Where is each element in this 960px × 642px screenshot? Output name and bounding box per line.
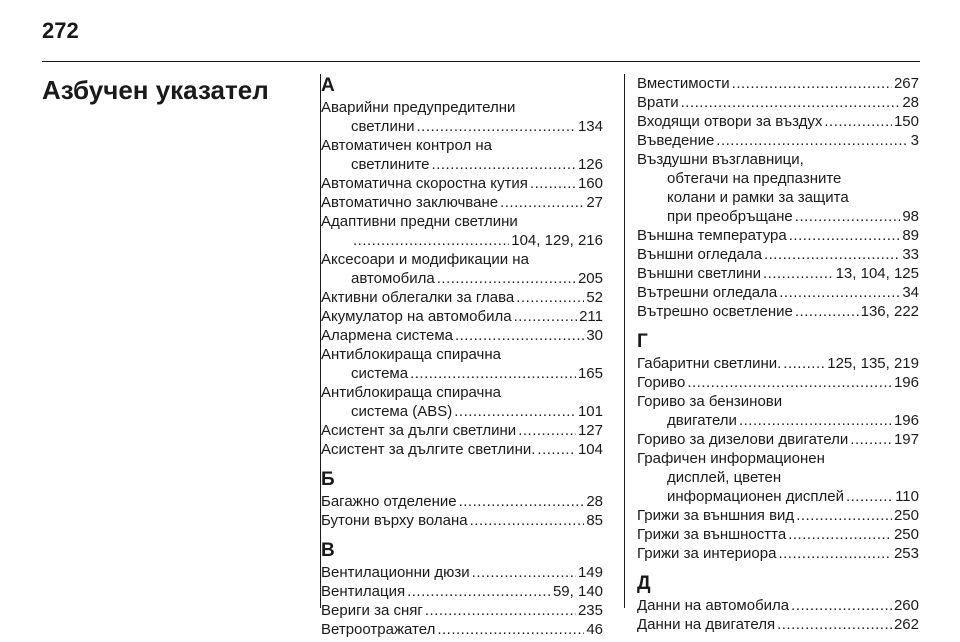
index-letter-heading: В <box>321 540 335 561</box>
leader-dots <box>437 620 584 639</box>
leader-dots <box>763 264 834 283</box>
index-entry-text: Гориво за дизелови двигатели <box>637 431 849 448</box>
index-entry-text: Вместимости <box>637 75 730 92</box>
index-entry <box>321 582 603 601</box>
index-page-ref: 46 <box>586 621 603 638</box>
index-page-ref: 196 <box>893 374 919 391</box>
index-page-ref: 235 <box>577 602 603 619</box>
index-entry-text: Бутони върху волана <box>321 512 468 529</box>
index-entry <box>637 93 919 112</box>
index-page-ref: 30 <box>586 327 603 344</box>
index-letter-heading: Г <box>637 331 648 352</box>
index-entry-text: светлините <box>351 156 430 173</box>
index-page-ref: 205 <box>577 270 603 287</box>
leader-dots <box>459 492 585 511</box>
index-entry-text: Антиблокираща спирачна <box>321 384 501 401</box>
index-entry-text: Адаптивни предни светлини <box>321 213 518 230</box>
index-entry <box>321 98 603 136</box>
leader-dots <box>530 174 576 193</box>
index-letter-heading: Д <box>637 573 651 594</box>
index-entry <box>321 563 603 582</box>
index-entry <box>637 245 919 264</box>
index-column-2 <box>637 74 919 634</box>
index-entry <box>637 131 919 150</box>
leader-dots <box>681 93 901 112</box>
index-page-ref: 127 <box>577 422 603 439</box>
index-page-ref: 27 <box>586 194 603 211</box>
leader-dots <box>537 440 576 459</box>
index-entry-text: Антиблокираща спирачна <box>321 346 501 363</box>
index-entry-text: Грижи за интериора <box>637 545 777 562</box>
leader-dots <box>687 373 892 392</box>
index-entry-text: Въведение <box>637 132 715 149</box>
index-page-ref: 3 <box>910 132 919 149</box>
index-page-ref: 260 <box>893 597 919 614</box>
index-entry-text: Грижи за външността <box>637 526 787 543</box>
leader-dots <box>410 364 576 383</box>
index-entry-text: Въздушни възглавници, <box>637 151 804 168</box>
leader-dots <box>470 511 585 530</box>
index-entry-text: система <box>351 365 409 382</box>
index-entry <box>637 392 919 430</box>
index-entry <box>637 112 919 131</box>
index-page-ref: 59, 140 <box>552 583 603 600</box>
index-entry <box>637 74 919 93</box>
index-entry <box>637 525 919 544</box>
leader-dots <box>353 231 509 250</box>
leader-dots <box>788 525 892 544</box>
index-entry-text: Входящи отвори за въздух <box>637 113 823 130</box>
leader-dots <box>779 283 900 302</box>
index-page-ref: 110 <box>895 488 919 505</box>
index-page-ref: 197 <box>893 431 919 448</box>
leader-dots <box>407 582 551 601</box>
index-entry <box>637 596 919 615</box>
leader-dots <box>437 269 576 288</box>
index-page-ref: 52 <box>586 289 603 306</box>
index-page-ref: 89 <box>902 227 919 244</box>
leader-dots <box>732 74 892 93</box>
index-page-ref: 262 <box>893 616 919 633</box>
leader-dots <box>789 226 901 245</box>
index-page-ref: 104 <box>577 441 603 458</box>
index-entry <box>321 288 603 307</box>
index-entry <box>321 383 603 421</box>
index-entry-text: Активни облегалки за глава <box>321 289 515 306</box>
index-entry <box>637 615 919 634</box>
index-page-ref: 149 <box>577 564 603 581</box>
leader-dots <box>764 245 900 264</box>
index-entry <box>321 620 603 639</box>
index-entry-text: Алармена система <box>321 327 453 344</box>
index-entry <box>321 440 603 459</box>
index-entry <box>321 601 603 620</box>
index-entry <box>321 511 603 530</box>
index-entry-text: Вериги за сняг <box>321 602 423 619</box>
index-entry <box>637 544 919 563</box>
index-page-ref: 150 <box>893 113 919 130</box>
index-entry-text: система (ABS) <box>351 403 453 420</box>
leader-dots <box>516 288 584 307</box>
leader-dots <box>518 421 576 440</box>
index-entry-text: Вътрешно осветление <box>637 303 793 320</box>
leader-dots <box>777 615 892 634</box>
top-rule <box>42 61 920 62</box>
index-entry-text: Ветроотражател <box>321 621 436 638</box>
index-page-ref: 34 <box>902 284 919 301</box>
index-page-ref: 250 <box>893 507 919 524</box>
index-entry-text: Графичен информационен <box>637 450 825 467</box>
index-entry <box>637 506 919 525</box>
index-entry <box>637 150 919 226</box>
index-entry-text: Външни огледала <box>637 246 762 263</box>
index-page-ref: 125, 135, 219 <box>827 355 919 372</box>
index-entry <box>321 174 603 193</box>
index-entry-text: Автоматичен контрол на <box>321 137 492 154</box>
index-page-ref: 85 <box>586 512 603 529</box>
index-entry-text: Аварийни предупредителни <box>321 99 516 116</box>
index-entry-text: Акумулатор на автомобила <box>321 308 512 325</box>
leader-dots <box>795 207 901 226</box>
index-page-ref: 33 <box>902 246 919 263</box>
index-entry <box>321 136 603 174</box>
index-entry <box>321 492 603 511</box>
index-entry <box>321 421 603 440</box>
index-column-1 <box>321 74 603 639</box>
leader-dots <box>791 596 892 615</box>
index-entry <box>637 264 919 283</box>
index-page-ref: 211 <box>579 308 603 325</box>
index-entry <box>321 250 603 288</box>
leader-dots <box>416 117 575 136</box>
index-entry <box>637 449 919 506</box>
index-entry-text: светлини <box>351 118 415 135</box>
index-entry <box>321 307 603 326</box>
index-letter-heading: А <box>321 75 335 96</box>
index-page-ref: 98 <box>902 208 919 225</box>
index-page-ref: 28 <box>586 493 603 510</box>
index-entry-text: двигатели <box>667 412 737 429</box>
index-entry-text: Данни на автомобила <box>637 597 790 614</box>
leader-dots <box>472 563 576 582</box>
index-entry <box>321 212 603 250</box>
index-entry-text: информационен дисплей <box>667 488 844 505</box>
index-page-ref: 250 <box>893 526 919 543</box>
index-entry <box>637 283 919 302</box>
index-entry <box>321 326 603 345</box>
index-entry-text: Асистент за дългите светлини. <box>321 441 536 458</box>
index-letter-heading: Б <box>321 469 335 490</box>
index-page-ref: 28 <box>902 94 919 111</box>
index-entry-text: Аксесоари и модификации на <box>321 251 529 268</box>
column-divider <box>624 74 625 608</box>
index-page-ref: 165 <box>577 365 603 382</box>
index-page-ref: 104, 129, 216 <box>511 232 603 249</box>
leader-dots <box>500 193 584 212</box>
index-page-ref: 253 <box>893 545 919 562</box>
index-entry-text: Багажно отделение <box>321 493 457 510</box>
leader-dots <box>850 430 892 449</box>
index-entry-text: Асистент за дълги светлини <box>321 422 517 439</box>
index-entry-text: автомобила <box>351 270 435 287</box>
index-entry-text: Грижи за външния вид <box>637 507 795 524</box>
index-entry-text: Вътрешни огледала <box>637 284 778 301</box>
leader-dots <box>824 112 892 131</box>
index-entry-text: Външни светлини <box>637 265 762 282</box>
index-entry-text: обтегачи на предпазните <box>667 170 842 187</box>
index-entry <box>637 373 919 392</box>
index-entry-text: Гориво за бензинови <box>637 393 783 410</box>
index-entry-text: Външна температура <box>637 227 787 244</box>
index-entry-text: при преобръщане <box>667 208 793 225</box>
index-entry-text: колани и рамки за защита <box>667 189 849 206</box>
leader-dots <box>514 307 578 326</box>
index-page-ref: 196 <box>893 412 919 429</box>
index-entry <box>637 430 919 449</box>
leader-dots <box>425 601 576 620</box>
index-entry-text: Врати <box>637 94 679 111</box>
leader-dots <box>454 402 576 421</box>
index-page-ref: 134 <box>577 118 603 135</box>
leader-dots <box>846 487 893 506</box>
index-entry-text: Автоматично заключване <box>321 194 499 211</box>
index-entry-text: Автоматична скоростна кутия <box>321 175 528 192</box>
page-number: 272 <box>42 18 79 43</box>
leader-dots <box>778 544 892 563</box>
index-entry-text: Гориво <box>637 374 686 391</box>
index-entry <box>637 226 919 245</box>
leader-dots <box>455 326 584 345</box>
leader-dots <box>432 155 576 174</box>
index-entry <box>637 354 919 373</box>
index-entry-text: Вентилационни дюзи <box>321 564 470 581</box>
leader-dots <box>795 302 859 321</box>
index-page-ref: 136, 222 <box>860 303 919 320</box>
leader-dots <box>796 506 892 525</box>
index-entry-text: дисплей, цветен <box>667 469 782 486</box>
leader-dots <box>783 354 825 373</box>
leader-dots <box>739 411 892 430</box>
index-page-ref: 160 <box>577 175 603 192</box>
index-entry <box>321 193 603 212</box>
index-page-ref: 13, 104, 125 <box>835 265 919 282</box>
index-page-ref: 101 <box>577 403 603 420</box>
index-entry <box>321 345 603 383</box>
index-page-ref: 267 <box>893 75 919 92</box>
index-page-ref: 126 <box>577 156 603 173</box>
leader-dots <box>716 131 908 150</box>
index-entry-text: Вентилация <box>321 583 406 600</box>
index-entry <box>637 302 919 321</box>
index-entry-text: Данни на двигателя <box>637 616 776 633</box>
index-entry-text: Габаритни светлини. <box>637 355 782 372</box>
index-title: Азбучен указател <box>42 75 269 105</box>
